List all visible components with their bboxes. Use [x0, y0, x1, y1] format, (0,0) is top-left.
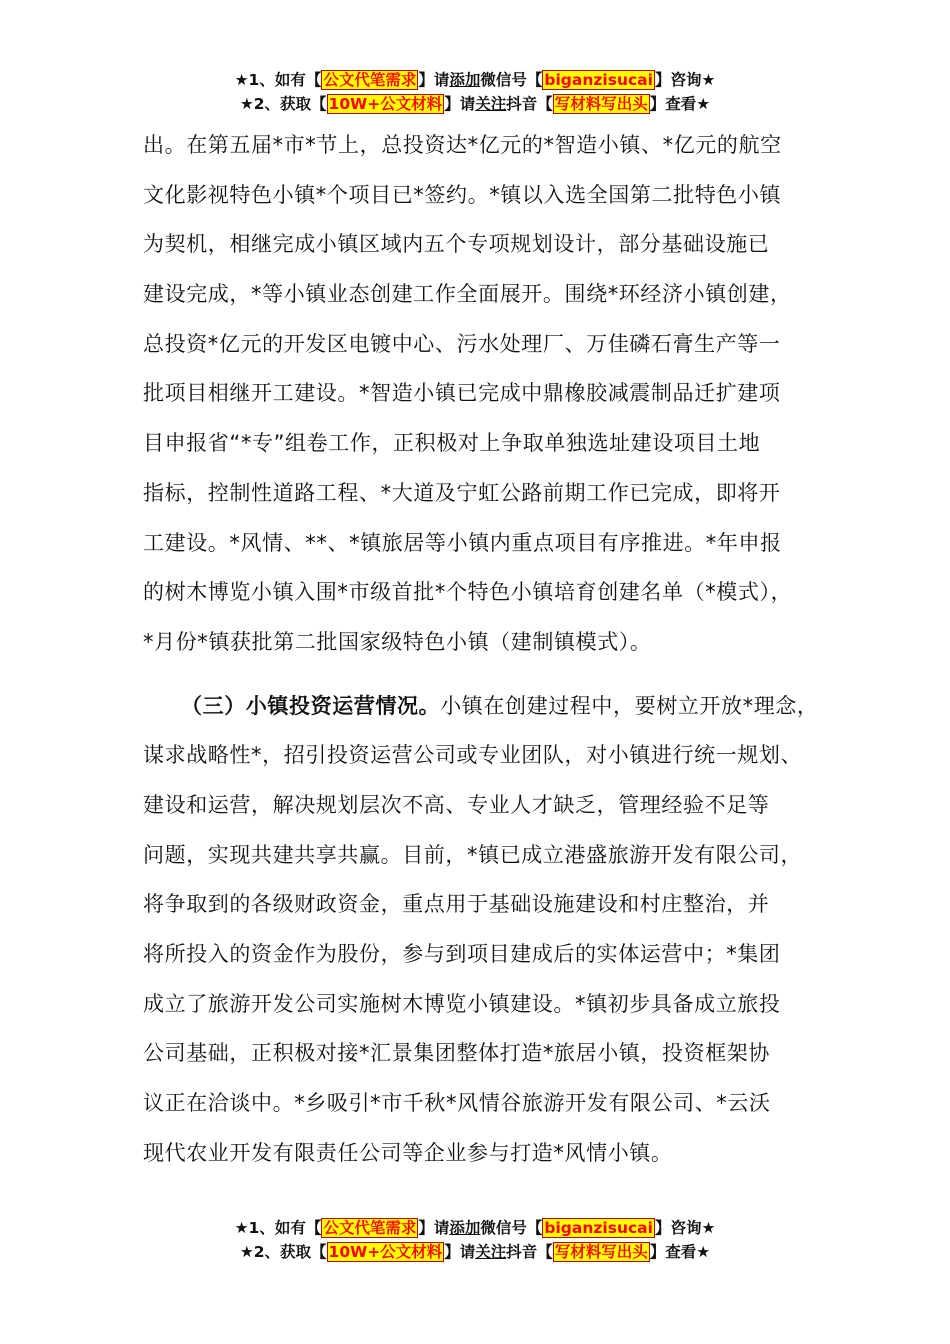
text-line: 目申报省“*专”组卷工作，正积极对上争取单独选址建设项目土地 [143, 431, 761, 456]
text-line: 建设完成，*等小镇业态创建工作全面展开。围绕*环经济小镇创建， [143, 282, 792, 307]
banner-text: 】查看★ [649, 1243, 711, 1261]
text-line: 成立了旅游开发公司实施树木博览小镇建设。*镇初步具备成立旅投 [143, 991, 781, 1016]
paragraph-gap [143, 668, 833, 682]
banner-underlined-text: 关注 [475, 1243, 507, 1261]
paragraph-2 [143, 682, 833, 1179]
banner-text: 】请 [444, 95, 476, 113]
text-line: 的树木博览小镇入围*市级首批*个特色小镇培育创建名单（*模式）， [143, 580, 793, 605]
banner-line-2 [0, 1240, 950, 1264]
highlight-materials: 10W+公文材料 [328, 1243, 443, 1261]
text-line [143, 682, 833, 732]
text-line: 总投资*亿元的开发区电镀中心、污水处理厂、万佳磷石膏生产等一 [143, 331, 781, 356]
highlight-wechat-id: biganzisucai [544, 71, 653, 89]
highlight-douyin-id: 写材料写出头 [554, 95, 648, 113]
banner-underlined-text: 添加 [449, 1219, 481, 1237]
banner-text: 】咨询★ [654, 71, 716, 89]
text-line: 将争取到的各级财政资金，重点用于基础设施建设和村庄整治，并 [143, 892, 770, 917]
text-line: 为契机，相继完成小镇区域内五个专项规划设计，部分基础设施已 [143, 232, 770, 257]
highlight-douyin-id: 写材料写出头 [554, 1243, 648, 1261]
banner-text: ★1、如有【 [234, 1219, 322, 1237]
banner-line-1 [0, 1216, 950, 1240]
text-line: 现代农业开发有限责任公司等企业参与打造*风情小镇。 [143, 1140, 673, 1165]
highlight-service: 公文代笔需求 [323, 1219, 417, 1237]
top-banner [0, 68, 950, 116]
highlight-service: 公文代笔需求 [323, 71, 417, 89]
text-line: 指标，控制性道路工程、*大道及宁虹公路前期工作已完成，即将开 [143, 480, 781, 505]
banner-text: 】请 [418, 71, 450, 89]
section-heading: （三）小镇投资运营情况。 [181, 693, 441, 718]
paragraph-1 [143, 121, 833, 668]
highlight-materials: 10W+公文材料 [328, 95, 443, 113]
banner-text: 微信号【 [480, 1219, 543, 1237]
bottom-banner [0, 1216, 950, 1264]
banner-underlined-text: 关注 [475, 95, 507, 113]
text-line: 谋求战略性*，招引投资运营公司或专业团队，对小镇进行统一规划、 [143, 743, 803, 768]
banner-text: 】请 [444, 1243, 476, 1261]
text-line: 文化影视特色小镇*个项目已*签约。*镇以入选全国第二批特色小镇 [143, 182, 782, 207]
banner-text: 】查看★ [649, 95, 711, 113]
banner-text: 抖音【 [506, 95, 553, 113]
banner-text: ★2、获取【 [239, 1243, 327, 1261]
text-line: *月份*镇获批第二批国家级特色小镇（建制镇模式）。 [143, 629, 652, 654]
text-line: 出。在第五届*市*节上，总投资达*亿元的*智造小镇、*亿元的航空 [143, 133, 782, 157]
banner-text: ★2、获取【 [239, 95, 327, 113]
banner-underlined-text: 添加 [449, 71, 481, 89]
banner-text: 】请 [418, 1219, 450, 1237]
banner-text: 】咨询★ [654, 1219, 716, 1237]
banner-line-1 [0, 68, 950, 92]
banner-text: 微信号【 [480, 71, 543, 89]
banner-text: 抖音【 [506, 1243, 553, 1261]
text-line: 议正在洽谈中。*乡吸引*市千秋*风情谷旅游开发有限公司、*云沃 [143, 1091, 771, 1116]
text-segment: 小镇在创建过程中，要树立开放*理念， [440, 693, 819, 718]
text-line: 问题，实现共建共享共赢。目前，*镇已成立港盛旅游开发有限公司， [143, 842, 803, 867]
banner-line-2 [0, 92, 950, 116]
text-line: 建设和运营，解决规划层次不高、专业人才缺乏，管理经验不足等 [143, 792, 770, 817]
text-line: 批项目相继开工建设。*智造小镇已完成中鼎橡胶减震制品迁扩建项 [143, 381, 781, 406]
text-line: 公司基础，正积极对接*汇景集团整体打造*旅居小镇，投资框架协 [143, 1041, 770, 1066]
text-line: 工建设。*风情、**、*镇旅居等小镇内重点项目有序推进。*年申报 [143, 530, 782, 555]
banner-text: ★1、如有【 [234, 71, 322, 89]
text-line: 将所投入的资金作为股份，参与到项目建成后的实体运营中；*集团 [143, 942, 781, 966]
document-body [143, 121, 833, 1178]
highlight-wechat-id: biganzisucai [544, 1219, 653, 1237]
